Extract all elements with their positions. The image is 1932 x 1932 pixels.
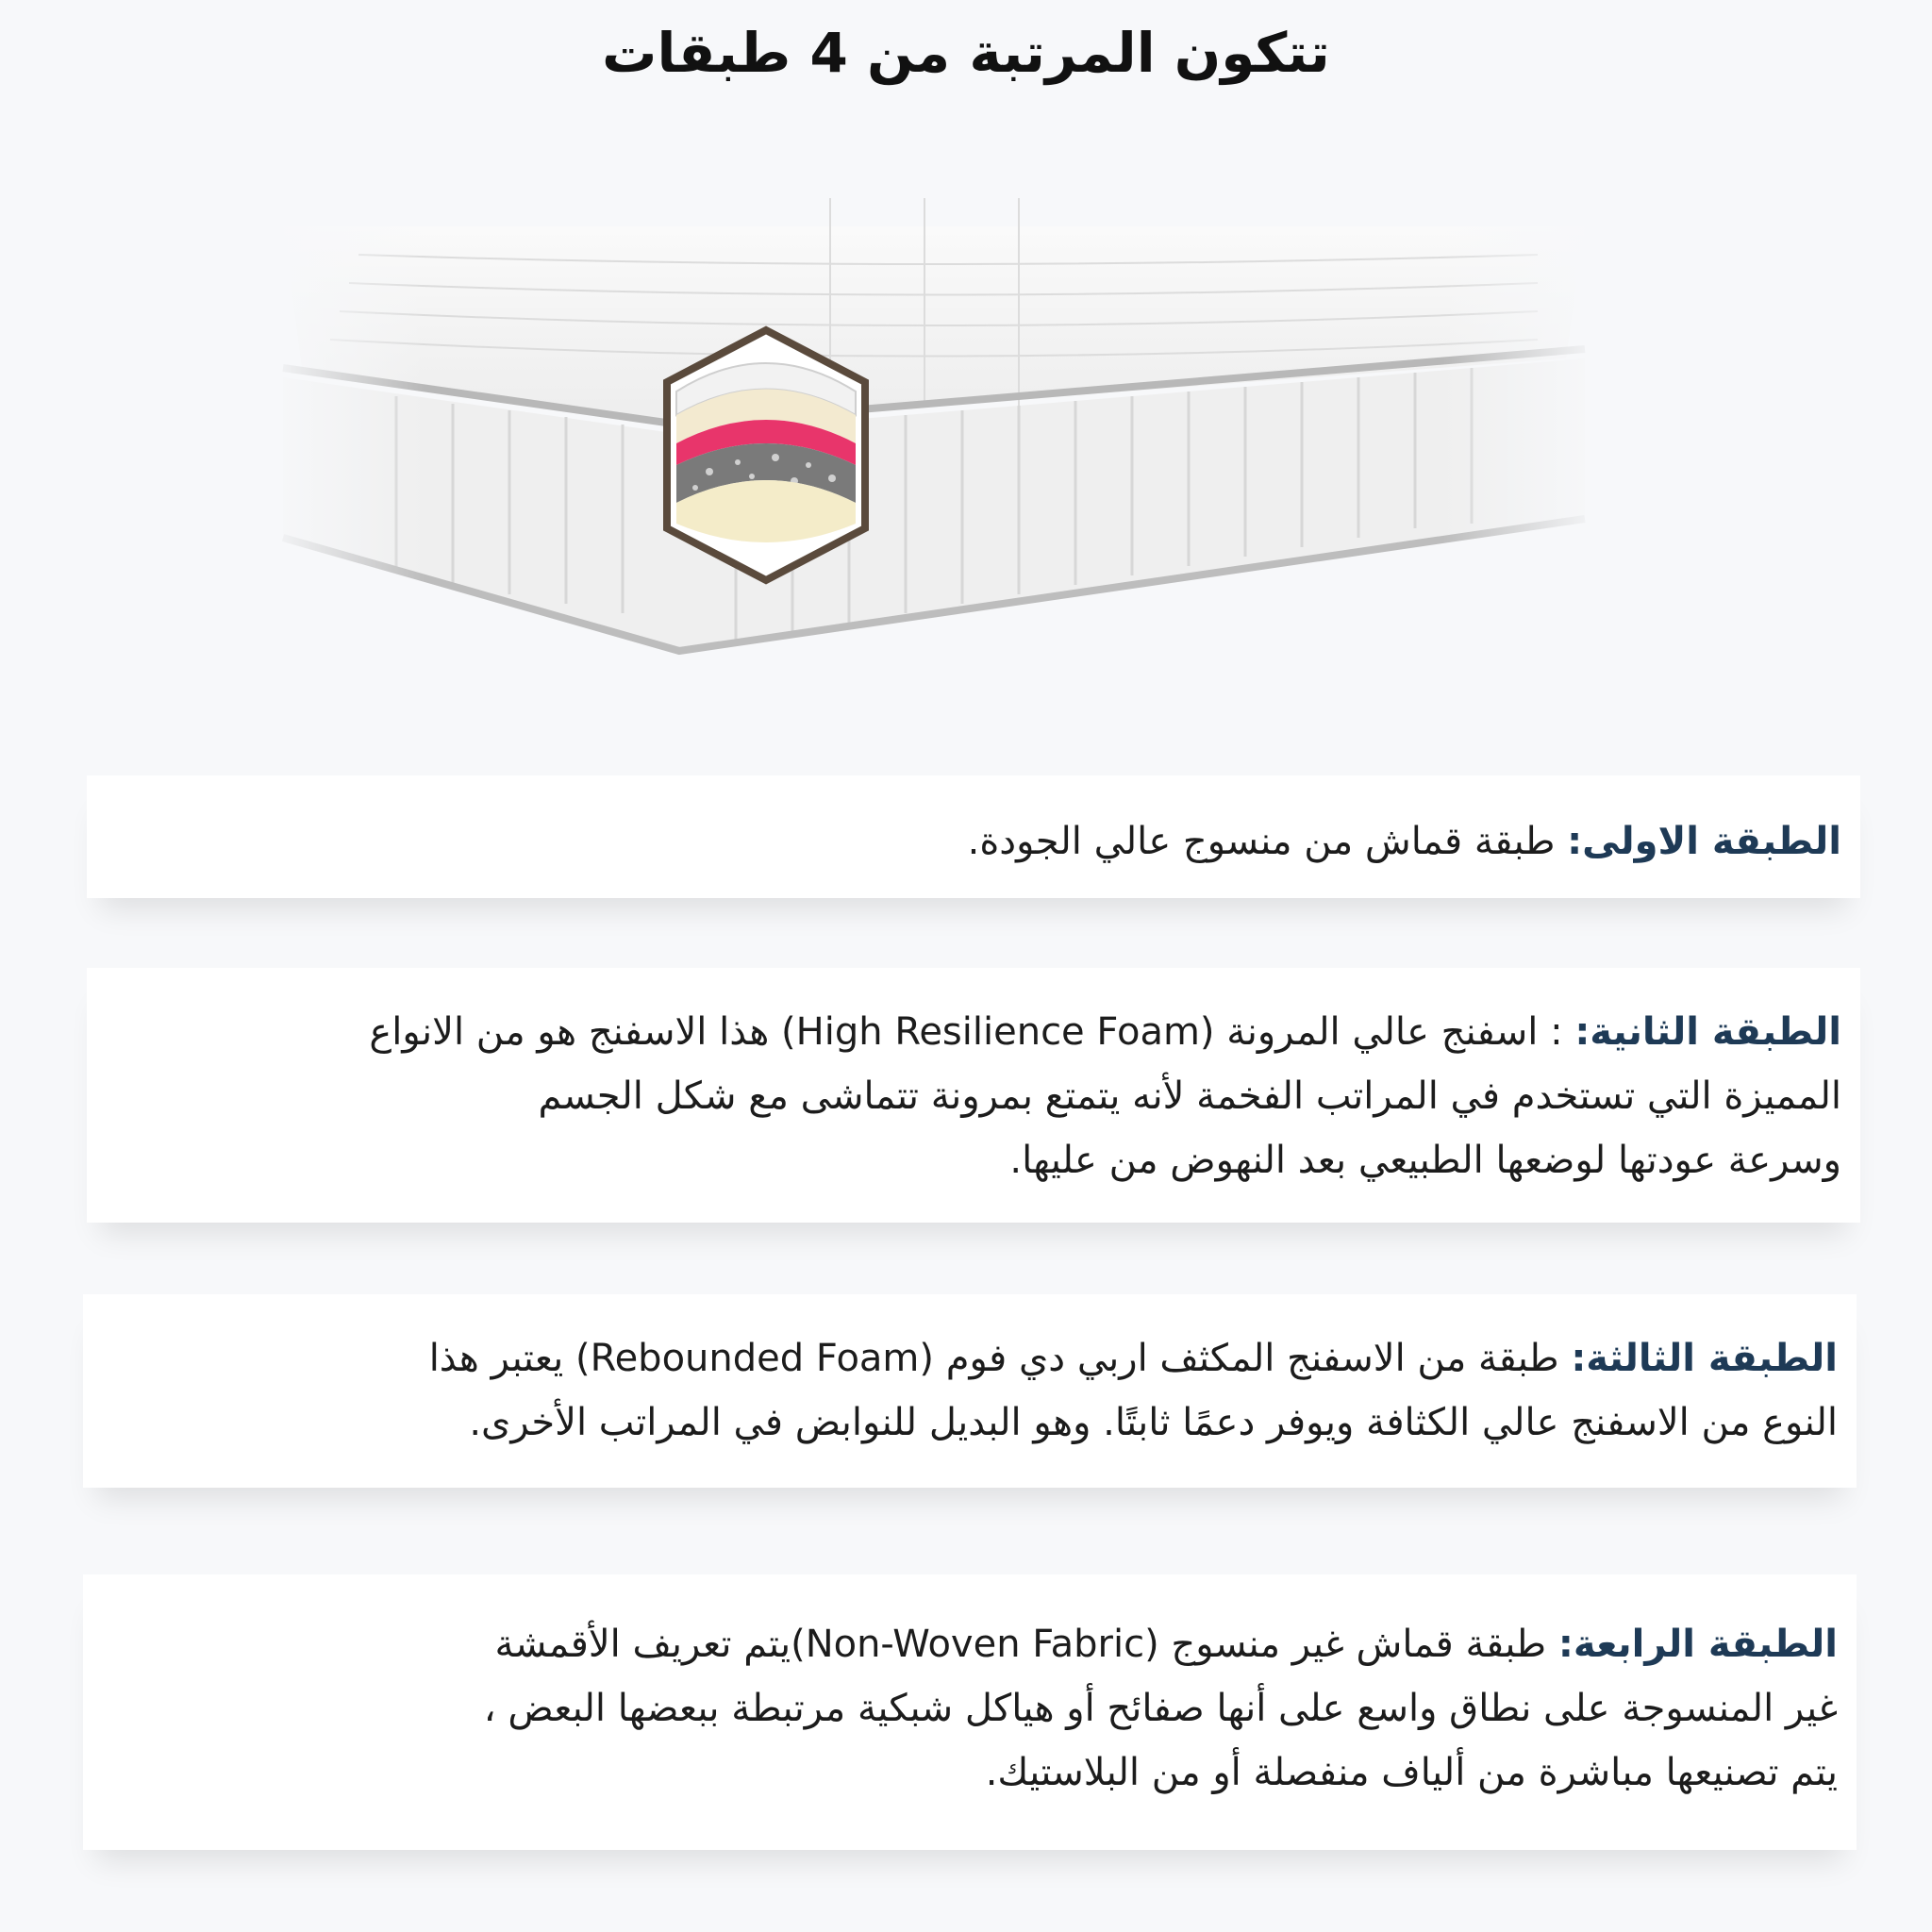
layer-4-text-line-2: غير المنسوجة على نطاق واسع على أنها صفائح أو هياكل شبكية مرتبطة ببعضها البعض ، <box>483 1687 1838 1730</box>
layer-3-text-line-2: النوع من الاسفنج عالي الكثافة ويوفر دعمًا ثابتًا. وهو البديل للنوابض في المراتب الأخرى. <box>469 1401 1838 1444</box>
layer-2-label: الطبقة الثانية: <box>1574 1010 1841 1054</box>
layer-1-label: الطبقة الاولى: <box>1567 820 1841 863</box>
page-title: تتكون المرتبة من 4 طبقات <box>602 21 1330 85</box>
layer-card-2 <box>87 968 1860 1223</box>
layer-4-text-line-1: طبقة قماش غير منسوج (Non-Woven Fabric)يتم تعريف الأقمشة <box>494 1623 1547 1666</box>
layer-card-4 <box>83 1574 1857 1850</box>
layer-card-1 <box>87 775 1860 898</box>
layer-4-label: الطبقة الرابعة: <box>1557 1623 1838 1666</box>
layer-card-3 <box>83 1294 1857 1488</box>
mattress-illustration <box>264 142 1604 708</box>
layer-3-text-line-1: طبقة من الاسفنج المكثف اربي دي فوم (Rebounded Foam) يعتبر هذا <box>428 1337 1559 1380</box>
layer-4-text-line-3: يتم تصنيعها مباشرة من ألياف منفصلة أو من البلاستيك. <box>985 1751 1838 1794</box>
layer-2-text-line-3: وسرعة عودتها لوضعها الطبيعي بعد النهوض من عليها. <box>1009 1139 1841 1182</box>
layer-2-text-line-1: : اسفنج عالي المرونة (High Resilience Foam) هذا الاسفنج هو من الانواع <box>369 1010 1563 1054</box>
layers-hexagon-icon <box>667 330 865 580</box>
layer-3-label: الطبقة الثالثة: <box>1571 1337 1838 1380</box>
layer-2-text-line-2: المميزة التي تستخدم في المراتب الفخمة لأنه يتمتع بمرونة تتماشى مع شكل الجسم <box>538 1074 1841 1118</box>
layer-1-text: طبقة قماش من منسوج عالي الجودة. <box>967 820 1556 863</box>
